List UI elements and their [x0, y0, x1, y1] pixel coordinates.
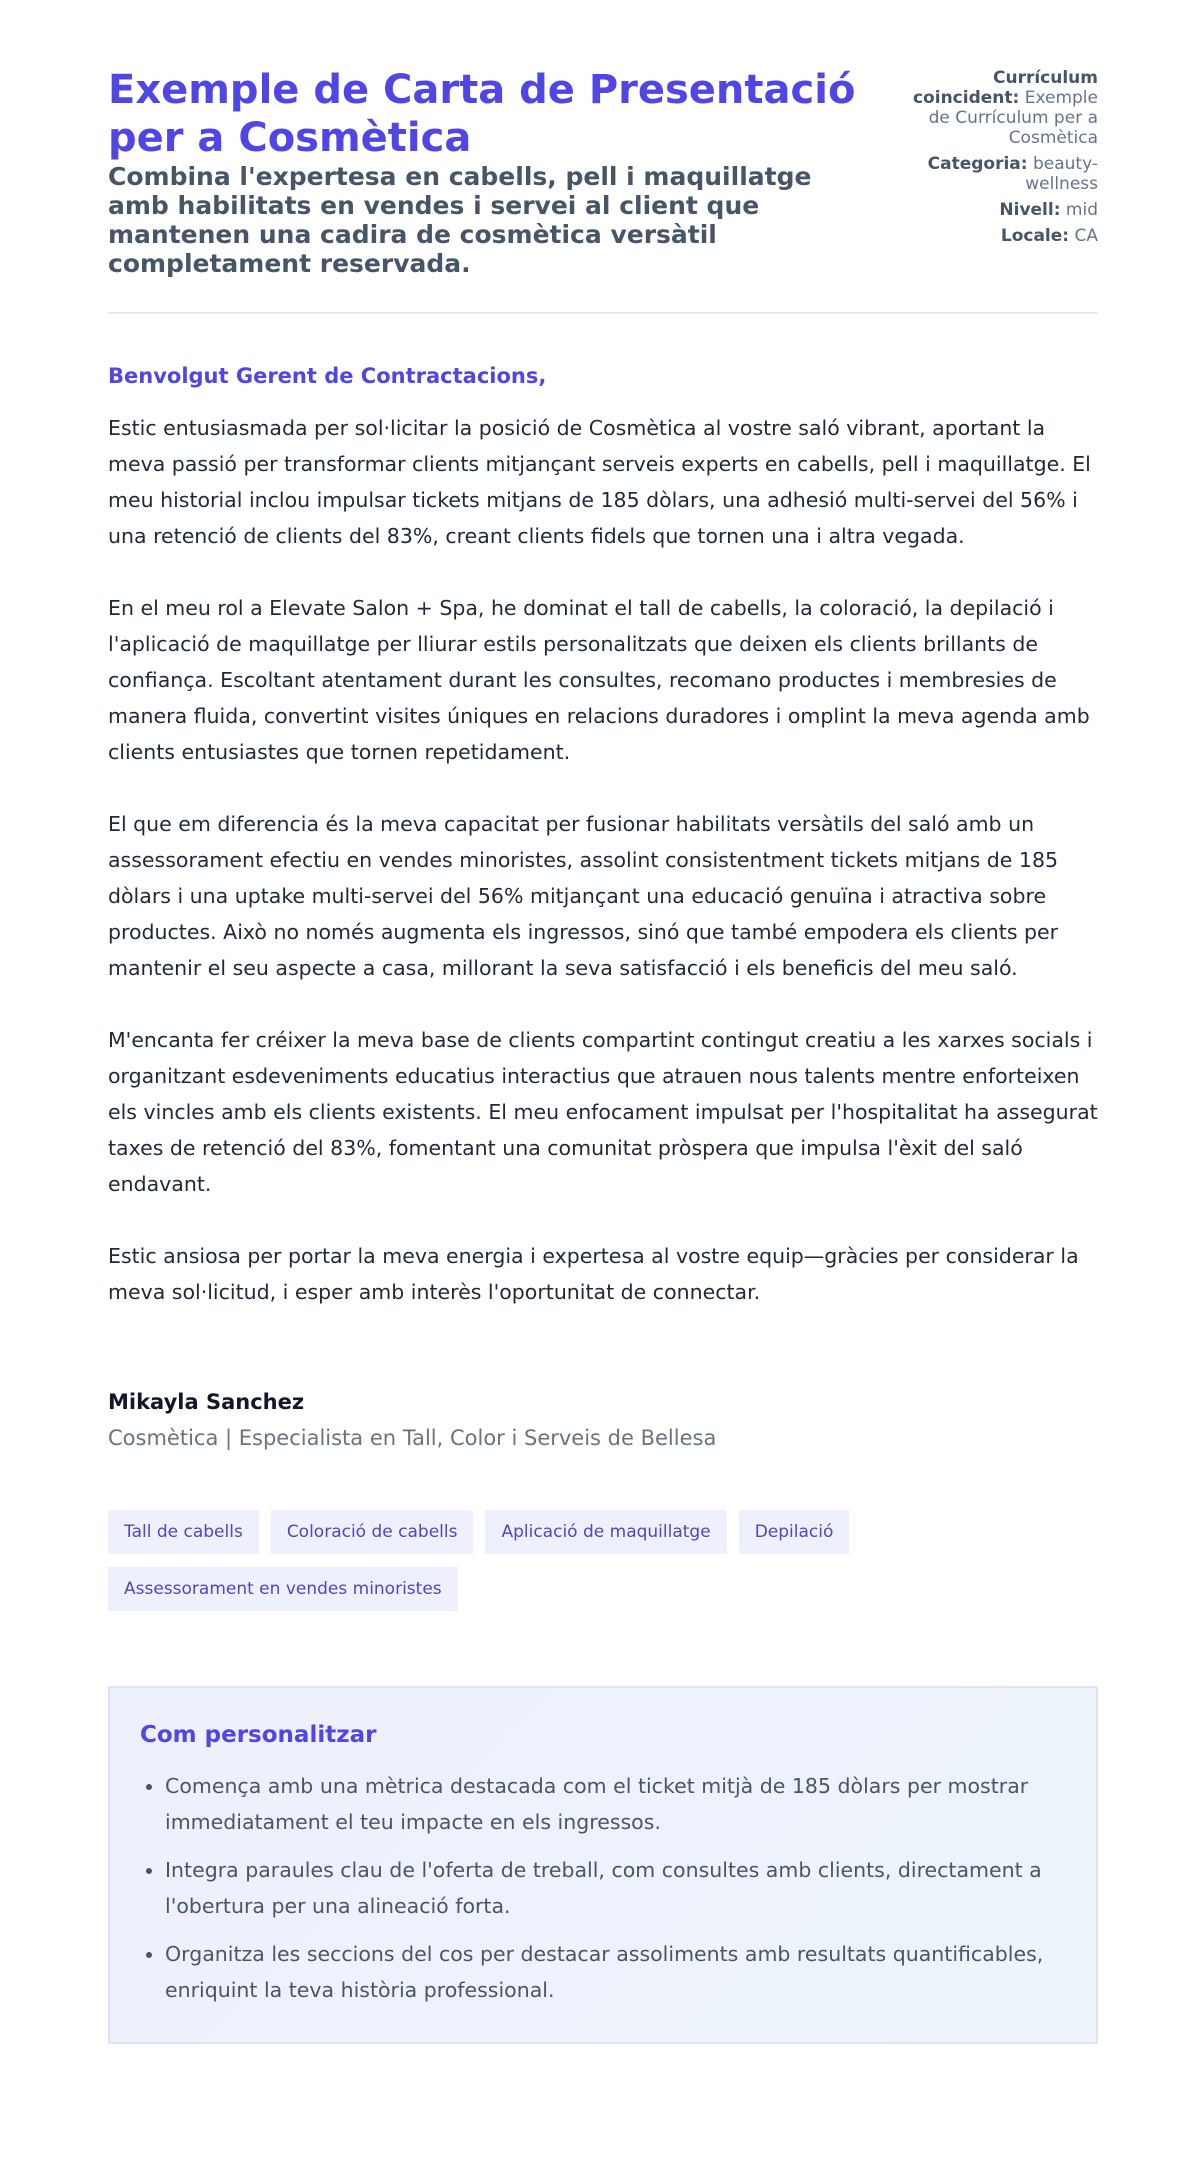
meta-locale-value: CA: [1074, 226, 1098, 246]
letter-body: [108, 362, 1098, 1310]
tips-item: • Organitza les seccions del cos per destacar assoliments amb resultats quantificables, enriquint la teva història professional.: [165, 1936, 1066, 2008]
skill-tag: Assessorament en vendes minoristes: [108, 1567, 458, 1611]
meta-category-value: beauty-wellness: [1025, 154, 1098, 194]
meta-level: [898, 200, 1098, 220]
tips-item: • Comença amb una mètrica destacada com el ticket mitjà de 185 dòlars per mostrar immediatament el teu impacte en els ingressos.: [165, 1768, 1066, 1840]
tips-title: Com personalitzar: [140, 1722, 377, 1748]
letter-paragraph: El que em diferencia és la meva capacitat per fusionar habilitats versàtils del saló amb un assessorament efectiu en vendes minoristes, assolint consistentment tickets mitjans de 185 dòlars i una uptake multi-servei del 56% mitjançant una educació genuïna i atractiva sobre productes. Això no només augmenta els ingressos, sinó que també empodera els clients per mantenir el seu aspecte a casa, millorant la seva satisfacció i els beneficis del meu saló.: [108, 812, 1059, 980]
letter-paragraph: M'encanta fer créixer la meva base de clients compartint contingut creatiu a les xarxes socials i organitzant esdeveniments educatius interactius que atrauen nous talents mentre enforteixen els vincles amb els clients existents. El meu enfocament impulsat per l'hospitalitat ha assegurat taxes de retenció del 83%, fomentant una comunitat pròspera que impulsa l'èxit del saló endavant.: [108, 1028, 1098, 1196]
meta-locale: [898, 226, 1098, 246]
page-header: [108, 66, 1098, 314]
customization-tips-box: [108, 1686, 1098, 2044]
meta-category-label: Categoria:: [927, 154, 1028, 174]
skill-tag: Aplicació de maquillatge: [485, 1510, 726, 1554]
meta-resume: [898, 68, 1098, 148]
signature-block: [108, 1388, 1098, 1452]
meta-level-value: mid: [1065, 200, 1098, 220]
signature-role: Cosmètica | Especialista en Tall, Color i Serveis de Bellesa: [108, 1426, 717, 1450]
header-titles: [108, 66, 878, 278]
meta-category: [898, 154, 1098, 194]
signature-name: Mikayla Sanchez: [108, 1390, 305, 1414]
meta-locale-label: Locale:: [1000, 226, 1070, 246]
page-subtitle: Combina l'expertesa en cabells, pell i maquillatge amb habilitats en vendes i servei al client que mantenen una cadira de cosmètica versàtil completament reservada.: [108, 162, 812, 278]
meta-panel: [898, 68, 1098, 252]
letter-greeting: Benvolgut Gerent de Contractacions,: [108, 364, 547, 388]
meta-resume-label: Currículum coincident:: [912, 68, 1098, 108]
meta-resume-value: Exemple de Currículum per a Cosmètica: [928, 88, 1098, 148]
page-title: Exemple de Carta de Presentació per a Cosmètica: [108, 67, 856, 161]
letter-paragraph: Estic entusiasmada per sol·licitar la posició de Cosmètica al vostre saló vibrant, aportant la meva passió per transformar clients mitjançant serveis experts en cabells, pell i maquillatge. El meu historial inclou impulsar tickets mitjans de 185 dòlars, una adhesió multi-servei del 56% i una retenció de clients del 83%, creant clients fidels que tornen una i altra vegada.: [108, 416, 1091, 548]
skill-tag: Depilació: [739, 1510, 850, 1554]
meta-level-label: Nivell:: [999, 200, 1061, 220]
skill-tags: [108, 1510, 1008, 1624]
tips-list: [140, 1768, 1066, 2008]
skill-tag: Coloració de cabells: [271, 1510, 474, 1554]
cover-letter-page: [108, 66, 1098, 2044]
tips-item: • Integra paraules clau de l'oferta de treball, com consultes amb clients, directament a l'obertura per una alineació forta.: [165, 1852, 1066, 1924]
letter-paragraph: Estic ansiosa per portar la meva energia i expertesa al vostre equip—gràcies per considerar la meva sol·licitud, i esper amb interès l'oportunitat de connectar.: [108, 1244, 1079, 1304]
skill-tag: Tall de cabells: [108, 1510, 259, 1554]
letter-paragraph: En el meu rol a Elevate Salon + Spa, he dominat el tall de cabells, la coloració, la depilació i l'aplicació de maquillatge per lliurar estils personalitzats que deixen els clients brillants de confiança. Escoltant atentament durant les consultes, recomano productes i membresies de manera fluida, convertint visites úniques en relacions duradores i omplint la meva agenda amb clients entusiastes que tornen repetidament.: [108, 596, 1090, 764]
